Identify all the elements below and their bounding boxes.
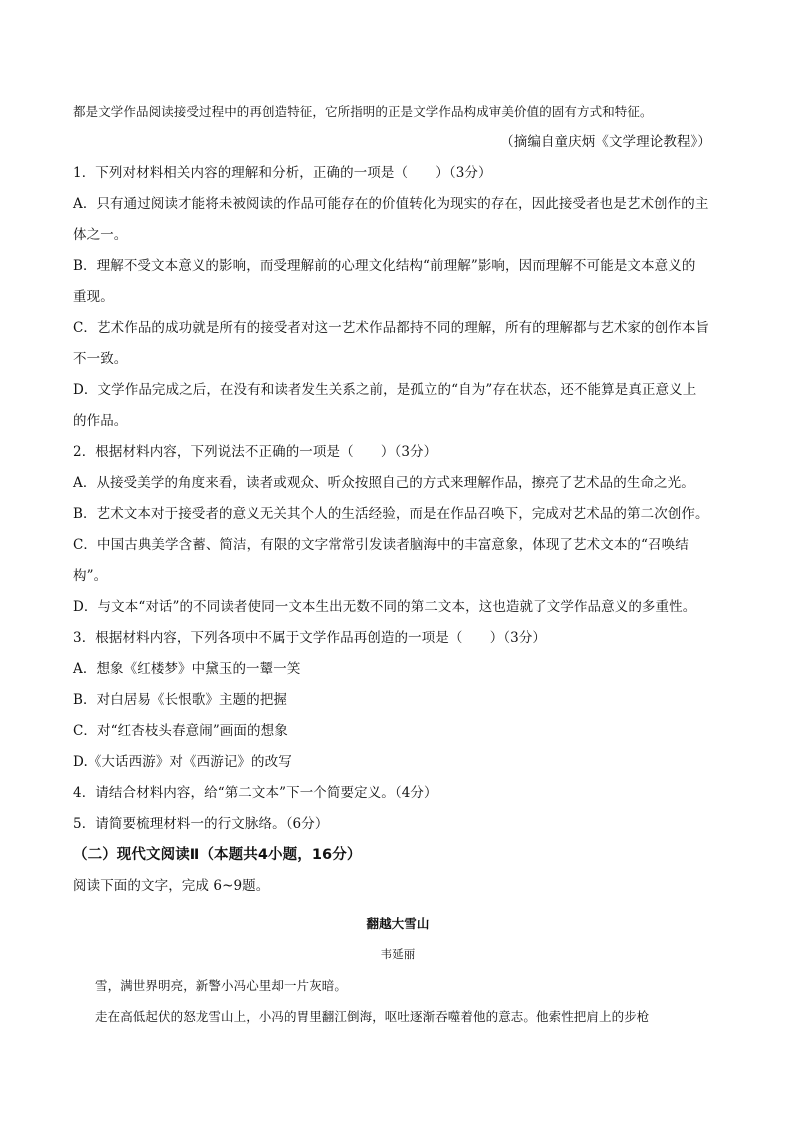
question-1-option-b-line1: B．理解不受文本意义的影响，而受理解前的心理文化结构“前理解”影响，因而理解不可能是文本意义的 [73,258,696,274]
story-paragraph-2: 走在高低起伏的怒龙雪山上，小冯的胃里翻江倒海，呕吐逐渐吞噬着他的意志。他索性把肩上的步枪 [95,1009,650,1024]
question-2-option-c-line1: C．中国古典美学含蓄、简洁，有限的文字常常引发读者脑海中的丰富意象，体现了艺术文本的“召唤结 [73,537,689,553]
question-1-option-a-line2: 体之一。 [73,227,128,243]
top-paragraph: 都是文学作品阅读接受过程中的再创造特征，它所指明的正是文学作品构成审美价值的固有方式和特征。 [73,104,653,119]
question-1-option-d-line1: D．文学作品完成之后，在没有和读者发生关系之前，是孤立的“自为”存在状态，还不能算是真正意义上 [73,382,697,398]
question-5: 5．请简要梳理材料一的行文脉络。（6分） [73,816,329,832]
question-4: 4．请结合材料内容，给“第二文本”下一个简要定义。（4分） [73,785,438,801]
source-note: （摘编自童庆炳《文学理论教程》） [500,134,711,150]
question-1-option-d-line2: 的作品。 [73,413,128,429]
question-1-stem: 1．下列对材料相关内容的理解和分析，正确的一项是（ ）（3分） [73,165,492,181]
question-1-option-c-line1: C．艺术作品的成功就是所有的接受者对这一艺术作品都持不同的理解，所有的理解都与艺术家的创作本旨 [73,320,710,336]
question-1-option-b-line2: 重现。 [73,289,114,305]
question-2-option-a: A．从接受美学的角度来看，读者或观众、听众按照自己的方式来理解作品，擦亮了艺术品的生命之光。 [73,475,695,491]
question-2-option-c-line2: 构”。 [73,568,108,584]
story-author: 韦延丽 [380,947,416,961]
story-paragraph-1: 雪，满世界明亮，新警小冯心里却一片灰暗。 [95,978,348,993]
question-2-stem: 2．根据材料内容，下列说法不正确的一项是（ ）（3分） [73,444,438,460]
question-3-option-b: B．对白居易《长恨歌》主题的把握 [73,692,288,708]
question-3-option-d: D.《大话西游》对《西游记》的改写 [73,754,292,770]
question-2-option-b: B．艺术文本对于接受者的意义无关其个人的生活经验，而是在作品召唤下，完成对艺术品的第二次创作。 [73,506,709,522]
question-2-option-d: D．与文本“对话”的不同读者使同一文本生出无数不同的第二文本，这也造就了文学作品意义的多重性。 [73,599,697,615]
question-1-option-c-line2: 不一致。 [73,351,128,367]
section-heading: （二）现代文阅读Ⅱ（本题共4小题，16分） [73,847,362,863]
reading-instruction: 阅读下面的文字，完成 6~9题。 [73,878,270,894]
question-3 [73,623,723,778]
question-3-stem: 3．根据材料内容，下列各项中不属于文学作品再创造的一项是（ ）（3分） [73,630,547,646]
question-1 [73,158,723,437]
question-2 [73,437,723,623]
question-1-option-a-line1: A．只有通过阅读才能将未被阅读的作品可能存在的价值转化为现实的存在，因此接受者也是艺术创作的主 [73,196,709,212]
exam-page [73,96,723,1032]
story-title: 翻越大雪山 [366,916,430,931]
question-3-option-a: A．想象《红楼梦》中黛玉的一颦一笑 [73,661,301,677]
question-3-option-c: C．对“红杏枝头春意闹”画面的想象 [73,723,288,739]
